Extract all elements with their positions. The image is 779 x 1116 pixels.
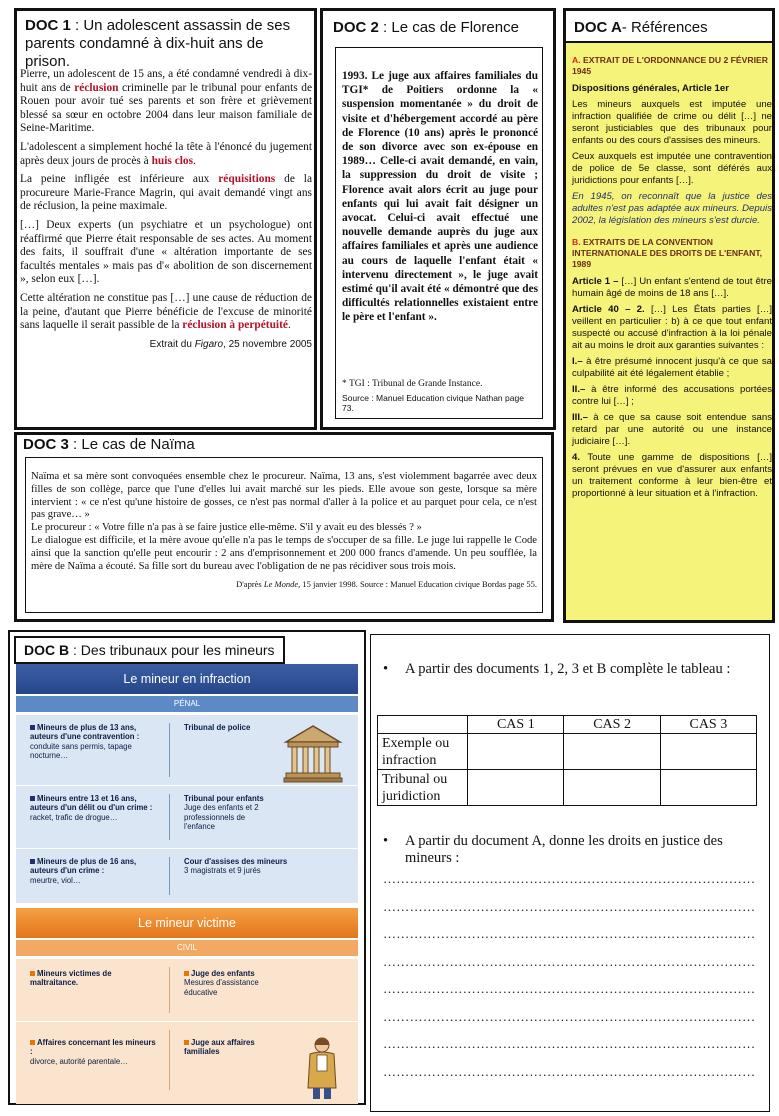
docA-art4: 4. Toute une gamme de dispositions […] seront prévues en vue d'assurer aux enfants un traitement conforme à leur bien-être et proportionné à leur situation et à l'infraction. — [572, 452, 772, 499]
doc1-p1a: Pierre, un adolescent de 15 ans, a été condamné vendredi à dix-huit ans de — [20, 68, 312, 94]
docB-box — [8, 630, 366, 1110]
answer-line[interactable]: ………………………………………………………………………… — [383, 981, 756, 996]
doc1-body — [20, 68, 312, 351]
docA-section-b-title: B. EXTRAITS DE LA CONVENTION INTERNATIONALE DES DROITS DE L'ENFANT, 1989 — [572, 237, 762, 269]
docB-title: : Des tribunaux pour les mineurs — [69, 642, 275, 658]
docA-art40: Article 40 – 2. […] Les États parties […] veillent en particulier : b) à ce que tout enfant suspecté ou accusé d'infraction à la loi pénale ait au moins le droit aux garanties suivantes : — [572, 304, 772, 351]
docB-header — [14, 636, 285, 664]
docA-item-i: I.– à être présumé innocent jusqu'à ce que sa culpabilité ait été légalement établie ; — [572, 356, 772, 379]
question-2: • A partir du document A, donne les droits en justice des mineurs : — [383, 833, 723, 866]
doc2-header — [323, 11, 553, 40]
docA-header — [566, 11, 772, 43]
col-cas2: CAS 2 — [564, 716, 660, 734]
answer-cell[interactable] — [468, 770, 564, 806]
answer-line[interactable]: ………………………………………………………………………… — [383, 898, 756, 914]
docA-section-a-italic: En 1945, on reconnaît que la justice des adultes n'est pas adaptée aux mineurs. Depuis 2002, la législation des mineurs s'est durcie. — [572, 191, 772, 226]
doc1-term-perpetuite: réclusion à perpétuité — [182, 319, 288, 332]
penal-label: PÉNAL — [16, 696, 358, 712]
doc1-term-requisitions: réquisitions — [218, 173, 276, 186]
answer-line[interactable]: ………………………………………………………………………… — [383, 926, 756, 941]
col-cas1: CAS 1 — [468, 716, 564, 734]
answer-cell[interactable] — [660, 770, 756, 806]
doc2-source: Source : Manuel Education civique Nathan page 73. — [342, 393, 524, 413]
doc1-header — [17, 11, 314, 74]
answer-line[interactable]: ………………………………………………………………………… — [383, 1008, 756, 1024]
doc1-p2a: L'adolescent a simplement hoché la tête à l'énoncé du jugement après deux jours de procès à — [20, 140, 312, 167]
docA-title: - Références — [621, 19, 708, 36]
answer-line[interactable]: ………………………………………………………………………… — [383, 1063, 756, 1079]
doc3-p1: Naïma et sa mère sont convoquées ensemble chez le procureur. Naïma, 13 ans, s'est violemment bagarrée avec deux filles de son collège, parce que l'une d'elles lui avait marché sur les pieds. Elle avoue son geste, lorsque sa mère intervient : « ce n'est qu'une histoire de gosses, ce n'est pas normal d'aller à la police et au parquet pour cela, ce n'est pas grave… » — [31, 471, 537, 521]
doc3-body — [31, 471, 537, 591]
docA-label: DOC A — [574, 19, 622, 36]
exercise-box — [370, 634, 770, 1112]
docB-label: DOC B — [24, 642, 70, 658]
answer-cell[interactable] — [660, 734, 756, 770]
table-row: Mineurs victimes de maltraitance. Juge des enfants Mesures d'assistance éducative — [16, 958, 358, 1021]
doc3-title: : Le cas de Naïma — [68, 436, 195, 453]
answer-line[interactable]: ………………………………………………………………………… — [383, 871, 756, 886]
doc1-label: DOC 1 — [25, 17, 71, 34]
doc2-note: * TGI : Tribunal de Grande Instance. — [342, 379, 483, 389]
doc1-p5a: Cette altération ne constitue pas […] une cause de réduction de la peine, d'autant que Pierre bénéficie de l'excuse de minorité sans laquelle il serait passible de la — [20, 291, 312, 332]
docA-box — [563, 8, 775, 623]
col-cas3: CAS 3 — [660, 716, 756, 734]
docA-section-a-title: A. EXTRAIT DE L'ORDONNANCE DU 2 FÉVRIER 1945 — [572, 55, 768, 76]
doc1-source: Extrait du Figaro, 25 novembre 2005 — [149, 338, 312, 350]
answer-line[interactable]: ………………………………………………………………………… — [383, 953, 756, 969]
answer-cell[interactable] — [468, 734, 564, 770]
answer-table — [377, 715, 757, 806]
doc1-p3a: La peine infligée est inférieure aux — [20, 173, 219, 186]
docA-item-ii: II.– à être informé des accusations portées contre lui […] ; — [572, 384, 772, 407]
answer-cell[interactable] — [564, 770, 660, 806]
doc3-p3: Le dialogue est difficile, et la mère avoue qu'elle n'a pas le temps de s'occuper de sa fille. Le juge lui rappelle le Code ainsi que la sanction qu'elle peut encourir : 2 ans d'emprisonnement et 200 000 francs d'amende. Un peu soufflée, la mère de Naïma a écouté. Sa fille sort du bureau avec l'obligation de ne pas récidiver sous trois mois. — [31, 534, 537, 572]
courthouse-icon — [282, 722, 344, 784]
doc3-label: DOC 3 — [23, 436, 69, 453]
answer-line[interactable]: ………………………………………………………………………… — [383, 1036, 756, 1051]
question-1: • A partir des documents 1, 2, 3 et B complète le tableau : — [383, 661, 731, 677]
civil-label: CIVIL — [16, 940, 358, 956]
doc1-p3b: de la procureure Marie-France Magrin, qui avait demandé vingt ans de réclusion, la peine maximale. — [20, 173, 312, 213]
doc1-title: : Un adolescent assassin de ses parents condamné à dix-huit ans de prison. — [25, 17, 291, 70]
doc1-term-huis-clos: huis clos — [151, 154, 194, 167]
doc2-box — [320, 8, 556, 430]
doc3-header — [17, 435, 551, 454]
doc1-term-reclusion: réclusion — [74, 81, 119, 94]
doc3-source: D'après Le Monde, 15 janvier 1998. Source : Manuel Education civique Bordas page 55. — [236, 579, 537, 590]
victime-header: Le mineur victime — [16, 908, 358, 938]
doc2-text: 1993. Le juge aux affaires familiales du TGI* de Poitiers ordonne la « suspension momentanée » du droit de visite et d'hébergement accordé au père de Florence (10 ans) après le prononcé de son divorce avec son ex-épouse en 1989… Celle-ci avait demandé, en vain, la suppression du droit de visite ; Florence avait alors écrit au juge pour enfants qui lui avait fait désigner un avocat. Celui-ci avait effectué une nouvelle demande auprès du juge aux affaires familiales et après une audience au cours de laquelle l'enfant était « intervenu directement », le juge avait estimé qu'il avait été « démontré que des difficultés relationnelles existaient entre le père et l'enfant ». — [342, 70, 538, 324]
docA-section-a-p2: Ceux auxquels est imputée une contravention de police de 5e classe, sont déférés aux juridictions pour enfants […]. — [572, 151, 772, 186]
docA-item-iii: III.– à ce que sa cause soit entendue sans retard par une autorité ou une instance judiciaire […]. — [572, 412, 772, 447]
doc1-box — [14, 8, 317, 430]
docA-art1: Article 1 – […] Un enfant s'entend de tout être humain âgé de moins de 18 ans […]. — [572, 276, 772, 299]
doc3-p2: Le procureur : « Votre fille n'a pas à se faire justice elle-même. S'il y avait eu des blessés ? » — [31, 522, 422, 534]
row-exemple: Exemple ou infraction — [378, 734, 468, 770]
doc1-p4: […] Deux experts (un psychiatre et un psychologue) ont réaffirmé que Pierre était responsable de ses actes. Au moment des faits, il souffrait d'une « altération importante de ses facultés mentales » mais pas d'« abolition de son discernement », selon eux […]. — [20, 218, 312, 286]
docA-section-a-p1: Les mineurs auxquels est imputée une infraction qualifiée de crime ou délit […] ne seront justiciables que des tribunaux pour enfants ou des cours d'assises des mineurs. — [572, 99, 772, 146]
infraction-header: Le mineur en infraction — [16, 664, 358, 694]
table-row: Mineurs de plus de 13 ans, auteurs d'une contravention : conduite sans permis, tapage nocturne… Tribunal de police — [16, 714, 358, 785]
row-tribunal: Tribunal ou juridiction — [378, 770, 468, 806]
judge-figure-icon — [304, 1036, 340, 1102]
doc1-p5b: . — [287, 319, 291, 332]
doc1-p2b: . — [193, 154, 196, 167]
table-row: Affaires concernant les mineurs : divorce, autorité parentale… Juge aux affaires familiales — [16, 1021, 358, 1104]
docA-section-a-sub: Dispositions générales, Article 1er — [572, 83, 729, 94]
doc2-body — [342, 69, 538, 330]
doc2-title: : Le cas de Florence — [378, 19, 519, 36]
doc1-p1b: criminelle par le tribunal pour enfants de Rouen pour avoir tué ses parents et son frère et grièvement blessé sa sœur en octobre 2004 dans leur maison familiale de Seine-Maritime. — [20, 81, 312, 135]
table-row: Mineurs de plus de 16 ans, auteurs d'un crime : meurtre, viol… Cour d'assises des mineurs 3 magistrats et 9 jurés — [16, 848, 358, 903]
table-row: Mineurs entre 13 et 16 ans, auteurs d'un délit ou d'un crime : racket, trafic de drogue… Tribunal pour enfants Juge des enfants et 2 professionnels de l'enfance — [16, 785, 358, 848]
doc2-label: DOC 2 — [333, 19, 379, 36]
answer-cell[interactable] — [564, 734, 660, 770]
doc3-box — [14, 432, 554, 622]
